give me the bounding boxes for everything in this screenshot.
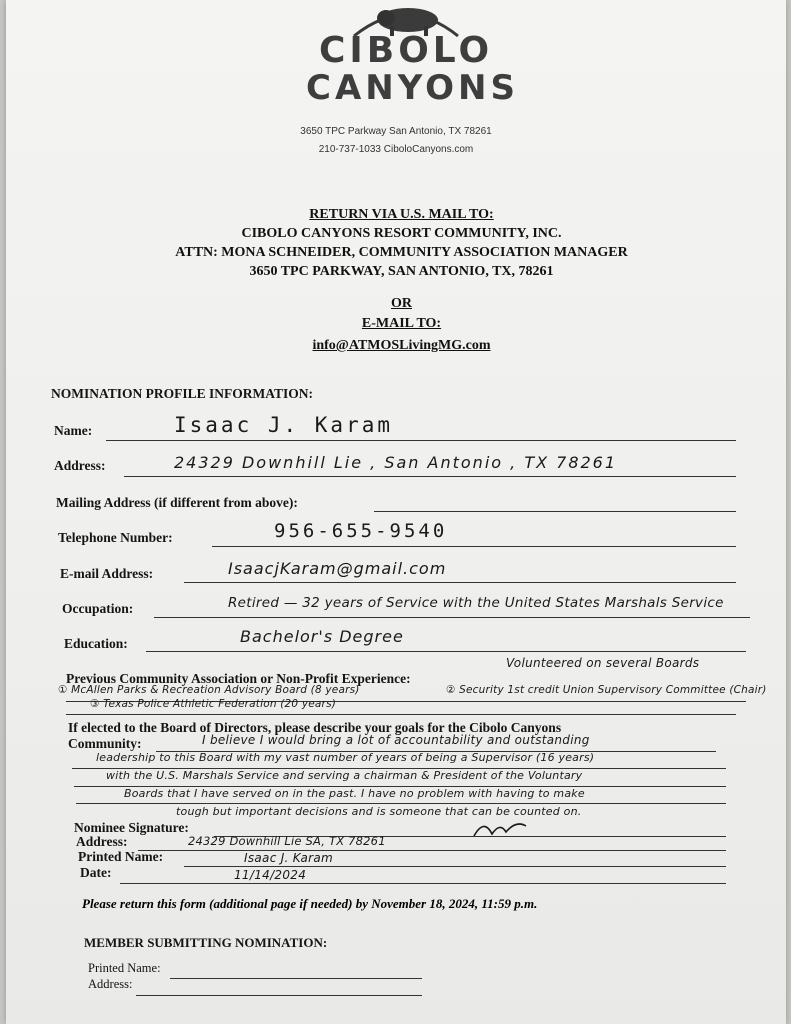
- member-address-label: Address:: [88, 977, 133, 991]
- or-label: OR: [391, 296, 412, 311]
- signature-address-value: 24329 Downhill Lie SA, TX 78261: [188, 834, 386, 848]
- return-line-3: 3650 TPC PARKWAY, SAN ANTONIO, TX, 78261: [249, 264, 554, 279]
- telephone-label: Telephone Number:: [58, 530, 173, 545]
- email-value: IsaacjKaram@gmail.com: [228, 559, 447, 578]
- occupation-label: Occupation:: [62, 601, 134, 616]
- return-heading: RETURN VIA U.S. MAIL TO:: [309, 207, 494, 222]
- goals-label-line-1: If elected to the Board of Directors, please describe your goals for the Cibolo Canyons: [68, 720, 562, 735]
- nominee-signature-label: Nominee Signature:: [74, 820, 189, 835]
- member-printed-name-label: Printed Name:: [88, 961, 161, 975]
- printed-name-value: Isaac J. Karam: [244, 851, 334, 865]
- experience-item-2: ② Security 1st credit Union Supervisory Committee (Chair): [446, 684, 767, 696]
- email-heading: E-MAIL TO:: [361, 316, 442, 331]
- header-address: 3650 TPC Parkway San Antonio, TX 78261: [300, 126, 492, 137]
- name-value: Isaac J. Karam: [174, 413, 394, 437]
- goals-text-1: I believe I would bring a lot of accountability and outstanding: [202, 733, 590, 747]
- experience-label: Previous Community Association or Non-Profit Experience:: [66, 671, 411, 686]
- return-line-2: ATTN: MONA SCHNEIDER, COMMUNITY ASSOCIATION MANAGER: [175, 245, 628, 260]
- name-label: Name:: [54, 423, 93, 438]
- printed-name-label: Printed Name:: [78, 849, 164, 864]
- experience-note: Volunteered on several Boards: [506, 656, 700, 670]
- goals-text-3: with the U.S. Marshals Service and serving a chairman & President of the Voluntary: [106, 769, 583, 782]
- signature-mark: [470, 816, 530, 842]
- occupation-value: Retired — 32 years of Service with the United States Marshals Service: [228, 595, 724, 611]
- header-contact: 210-737-1033 CiboloCanyons.com: [318, 144, 474, 155]
- address-value: 24329 Downhill Lie , San Antonio , TX 78261: [174, 453, 618, 472]
- education-label: Education:: [64, 636, 128, 651]
- date-label: Date:: [80, 865, 112, 880]
- education-value: Bachelor's Degree: [240, 627, 404, 646]
- date-value: 11/14/2024: [234, 868, 307, 882]
- logo-line-1: CIBOLO: [318, 30, 494, 71]
- signature-address-label: Address:: [76, 834, 128, 849]
- email-label: E-mail Address:: [60, 566, 154, 581]
- return-line-1: CIBOLO CANYONS RESORT COMMUNITY, INC.: [241, 226, 562, 241]
- goals-text-2: leadership to this Board with my vast number of years of being a Supervisor (16 years): [96, 751, 595, 764]
- return-email: info@ATMOSLivingMG.com: [312, 338, 491, 353]
- goals-label-line-2: Community:: [68, 736, 142, 751]
- return-deadline-note: Please return this form (additional page if needed) by November 18, 2024, 11:59 p.m.: [82, 896, 538, 911]
- goals-text-4: Boards that I have served on in the past. I have no problem with having to make: [124, 787, 585, 800]
- goals-text-5: tough but important decisions and is someone that can be counted on.: [176, 805, 582, 818]
- mailing-address-label: Mailing Address (if different from above):: [56, 495, 298, 510]
- experience-item-1: ① McAllen Parks & Recreation Advisory Board (8 years): [58, 684, 360, 696]
- form-page: [6, 0, 786, 1024]
- logo-line-2: CANYONS: [306, 68, 519, 108]
- member-submitting-title: MEMBER SUBMITTING NOMINATION:: [84, 935, 328, 950]
- address-label: Address:: [54, 458, 106, 473]
- telephone-value: 956-655-9540: [274, 520, 448, 542]
- experience-item-3: ③ Texas Police Athletic Federation (20 years): [90, 698, 337, 710]
- profile-section-title: NOMINATION PROFILE INFORMATION:: [51, 386, 313, 401]
- logo: [306, 0, 519, 120]
